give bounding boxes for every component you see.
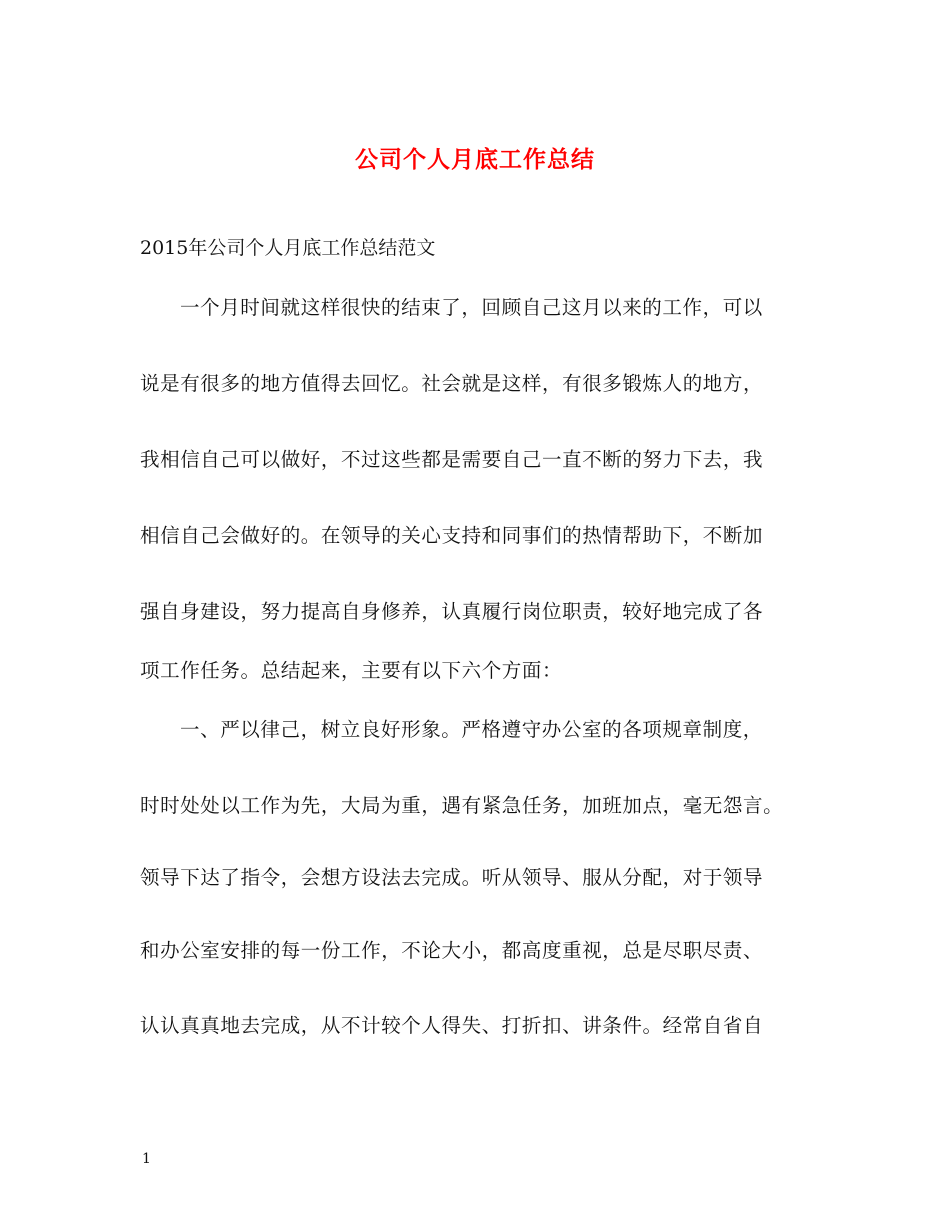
- paragraph-line: 领导下达了指令，会想方设法去完成。听从领导、服从分配，对于领导: [140, 866, 764, 889]
- paragraph-line: 我相信自己可以做好，不过这些都是需要自己一直不断的努力下去，我: [140, 448, 764, 471]
- paragraph-line: 项工作任务。总结起来，主要有以下六个方面：: [140, 659, 563, 682]
- page-number: 1: [142, 1151, 151, 1167]
- paragraph-line: 相信自己会做好的。在领导的关心支持和同事们的热情帮助下，不断加: [140, 524, 764, 547]
- paragraph-line: 说是有很多的地方值得去回忆。社会就是这样，有很多锻炼人的地方，: [140, 372, 764, 395]
- document-title: 公司个人月底工作总结: [355, 146, 595, 173]
- paragraph-line: 强自身建设，努力提高自身修养，认真履行岗位职责，较好地完成了各: [140, 600, 764, 623]
- paragraph-line: 一个月时间就这样很快的结束了，回顾自己这月以来的工作，可以: [180, 296, 763, 319]
- paragraph-line: 认认真真地去完成，从不计较个人得失、打折扣、讲条件。经常自省自: [140, 1014, 764, 1037]
- paragraph-line: 一、严以律己，树立良好形象。严格遵守办公室的各项规章制度，: [180, 718, 763, 741]
- paragraph-line: 时时处处以工作为先，大局为重，遇有紧急任务，加班加点，毫无怨言。: [140, 794, 784, 817]
- paragraph-line: 和办公室安排的每一份工作，不论大小，都高度重视，总是尽职尽责、: [140, 939, 764, 962]
- document-subtitle: 2015年公司个人月底工作总结范文: [140, 237, 436, 259]
